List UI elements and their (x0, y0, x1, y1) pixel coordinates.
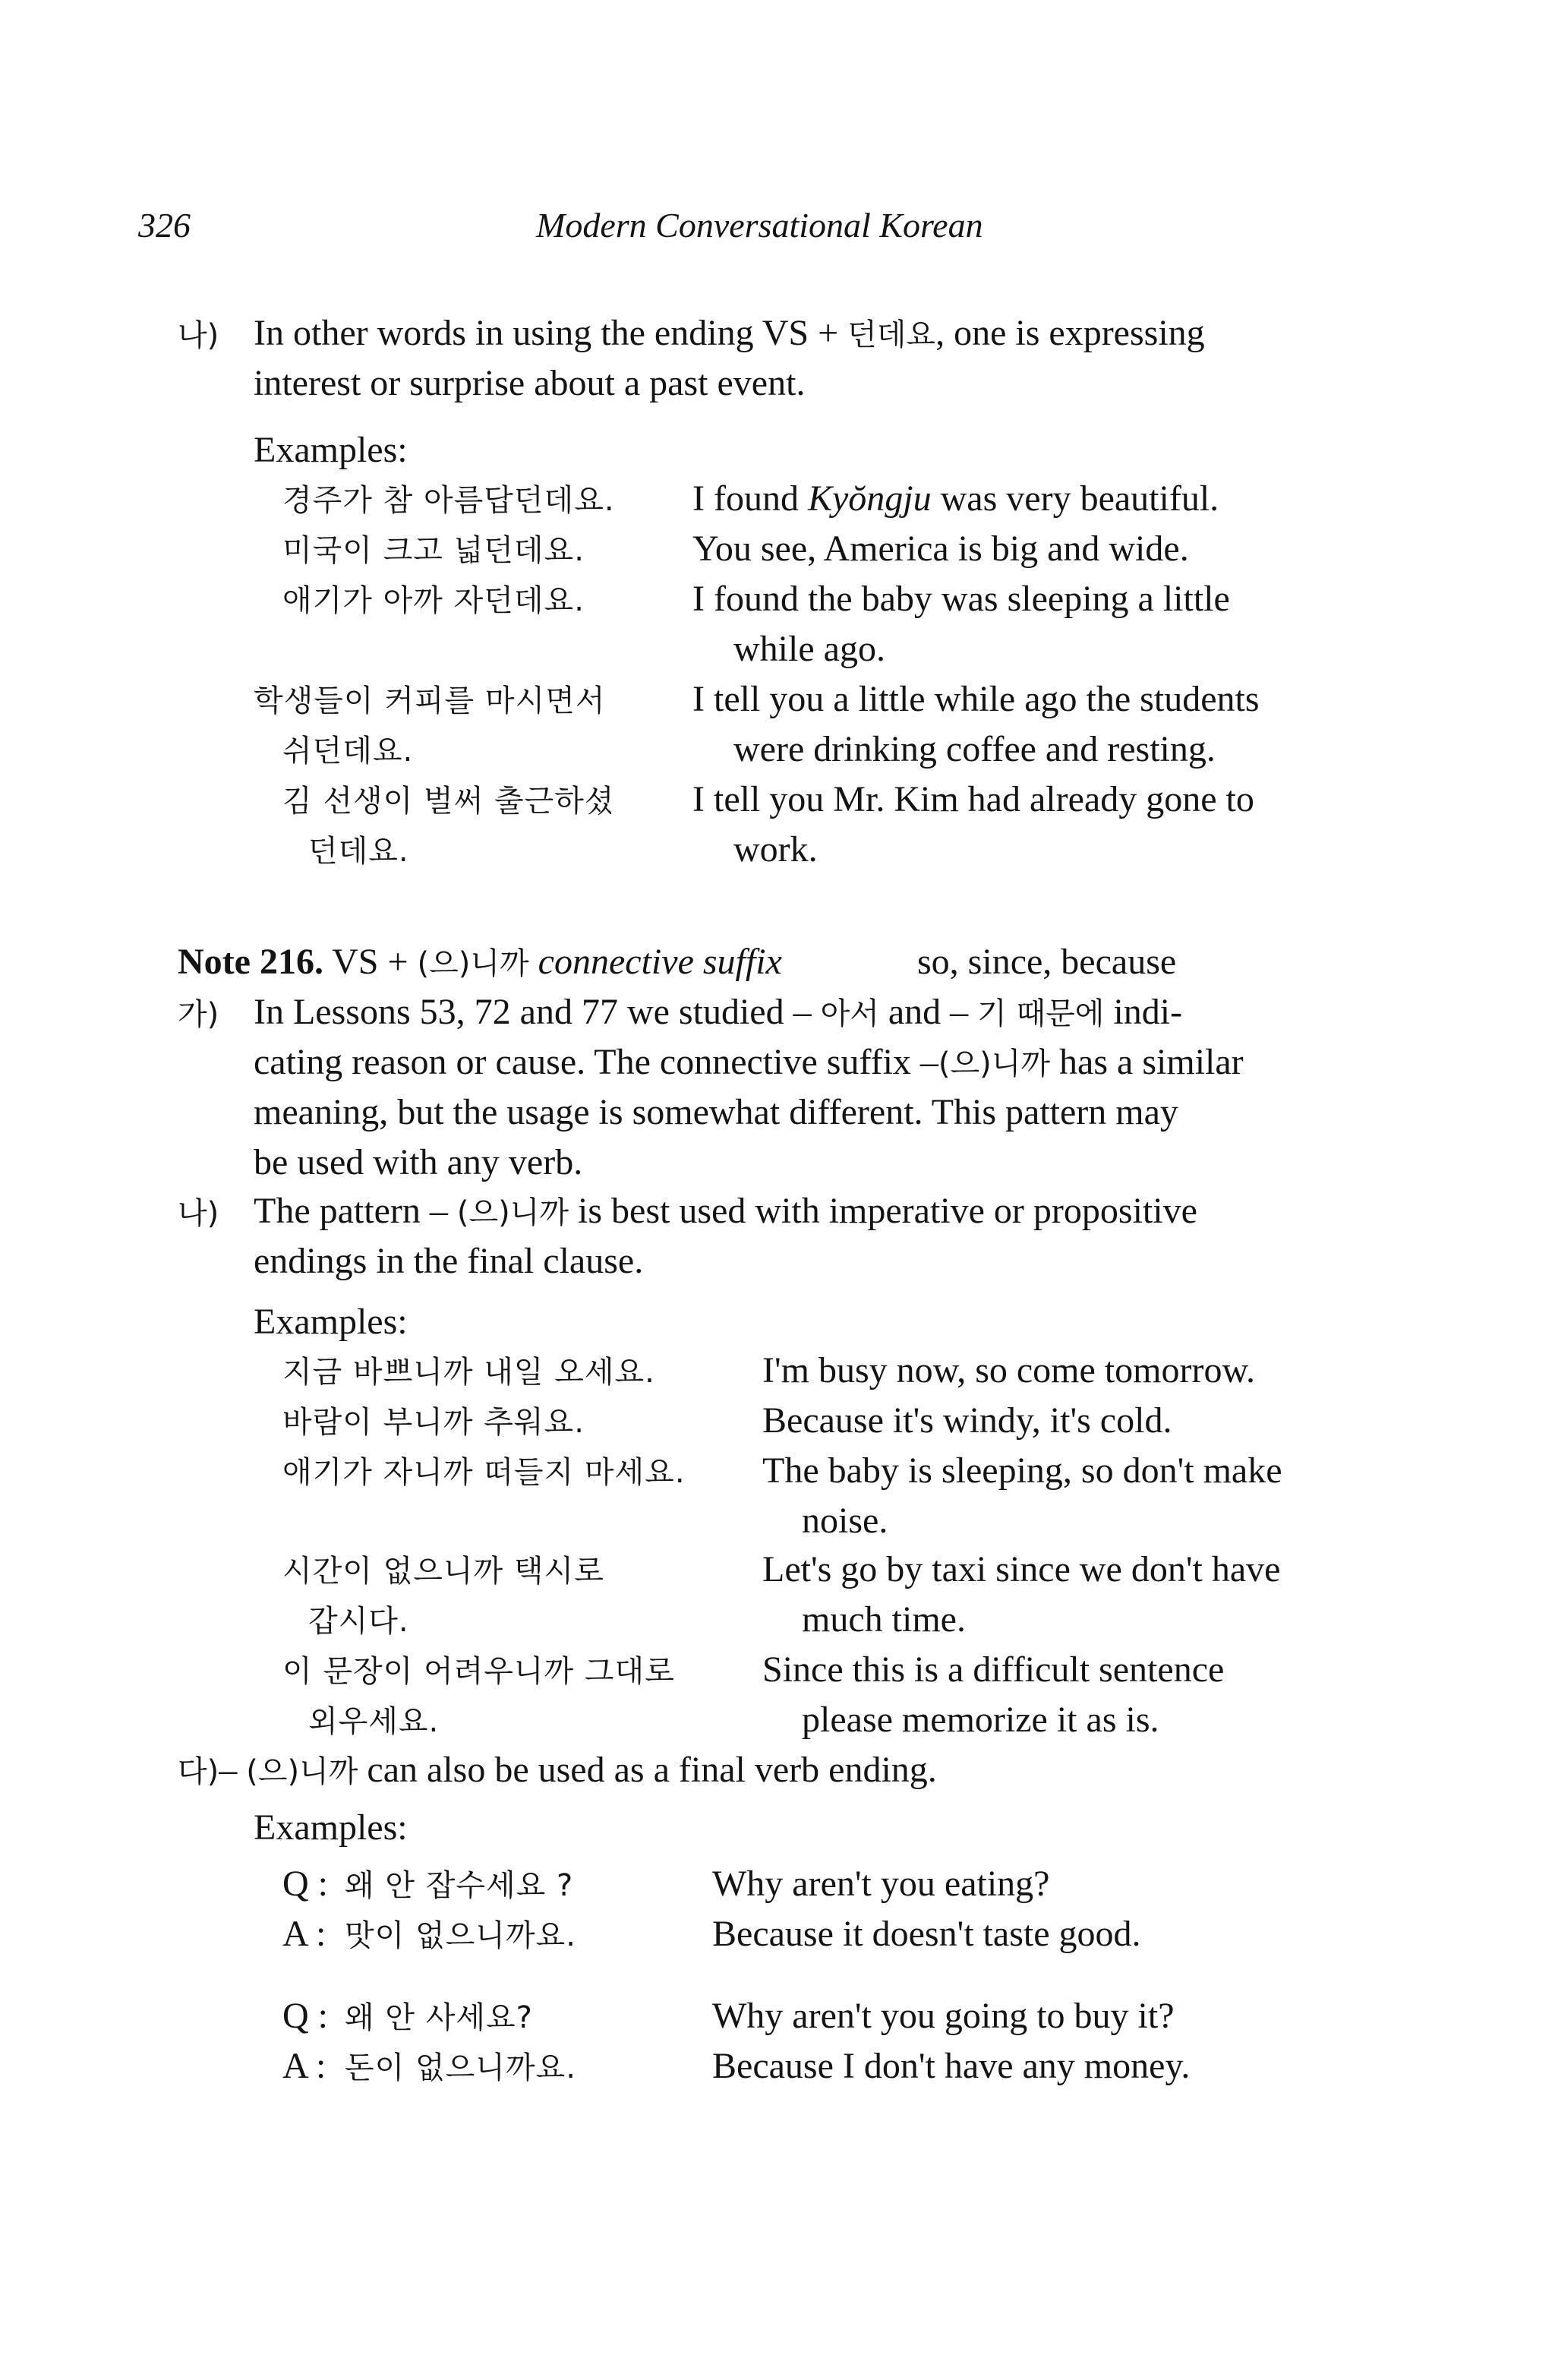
korean-ending: 기 때문에 (977, 996, 1105, 1031)
italic-span: connective suffix (538, 942, 782, 982)
text-span: is best used with imperative or propositive (578, 1191, 1197, 1231)
korean-ending: 던데요 (847, 317, 936, 352)
example-english: I found the baby was sleeping a little (692, 579, 1230, 619)
example-english: I tell you a little while ago the students (692, 679, 1260, 719)
text-span: indi- (1113, 992, 1183, 1032)
text-span: can also be used as a final verb ending. (367, 1750, 937, 1790)
text-span: In other words in using the ending VS + (254, 313, 839, 353)
paragraph-line (254, 1186, 1197, 1238)
example-english: You see, America is big and wide. (692, 529, 1189, 569)
dialog-a-label: A : (282, 1914, 326, 1954)
italic-span: Kyŏngju (807, 478, 932, 519)
korean-ending: (으)니까 (938, 1046, 1051, 1081)
text-span: has a similar (1059, 1042, 1244, 1082)
dialog-a-korean: 맛이 없으니까요. (345, 1918, 576, 1953)
example-english-cont: were drinking coffee and resting. (733, 729, 1216, 769)
example-korean-cont: 외우세요. (308, 1704, 440, 1739)
paragraph-line (254, 987, 1182, 1039)
examples-label: Examples: (254, 1302, 408, 1342)
korean-ending: (으)니까 (456, 1195, 569, 1230)
dialog-a-english: Because I don't have any money. (712, 2046, 1191, 2086)
example-english-cont: noise. (802, 1501, 888, 1541)
paragraph-line: interest or surprise about a past event. (254, 363, 806, 403)
paragraph-line (254, 308, 1205, 360)
example-korean: 지금 바쁘니까 내일 오세요. (282, 1355, 655, 1390)
text-span: and – (888, 992, 969, 1032)
text-span: , one is expressing (935, 313, 1205, 353)
text-span: – (219, 1750, 238, 1790)
example-english (692, 474, 1219, 524)
paragraph-line: be used with any verb. (254, 1142, 583, 1182)
section-marker-da: 다) (178, 1754, 219, 1789)
dialog-q-korean: 왜 안 사세요? (345, 2000, 533, 2035)
text-span: In Lessons 53, 72 and 77 we studied – (254, 992, 812, 1032)
paragraph-line (254, 1037, 1244, 1089)
example-korean: 학생들이 커피를 마시면서 (254, 683, 606, 718)
dialog-a-english: Because it doesn't taste good. (712, 1914, 1141, 1954)
page-number: 326 (138, 206, 191, 245)
examples-label: Examples: (254, 430, 408, 470)
korean-ending: (으)니까 (417, 946, 529, 981)
text-span: VS + (332, 942, 408, 982)
example-english: Let's go by taxi since we don't have (762, 1549, 1281, 1589)
example-korean: 경주가 참 아름답던데요. (282, 483, 615, 518)
dialog-q-label: Q : (282, 1996, 328, 2036)
examples-label: Examples: (254, 1807, 408, 1848)
example-english: I tell you Mr. Kim had already gone to (692, 779, 1254, 819)
dialog-a-korean: 돈이 없으니까요. (345, 2050, 576, 2085)
paragraph-line: meaning, but the usage is somewhat different. This pattern may (254, 1092, 1178, 1132)
dialog-q-english: Why aren't you eating? (712, 1864, 1050, 1904)
note-gloss: so, since, because (917, 942, 1177, 982)
example-korean-cont: 던데요. (308, 834, 409, 869)
example-korean: 애기가 자니까 떠들지 마세요. (282, 1455, 686, 1490)
example-korean: 이 문장이 어려우니까 그대로 (282, 1654, 675, 1689)
paragraph-line: endings in the final clause. (254, 1241, 644, 1281)
example-english-cont: work. (733, 829, 818, 870)
text-span: The pattern – (254, 1191, 448, 1231)
example-english: Because it's windy, it's cold. (762, 1400, 1172, 1441)
note-label: Note 216. (178, 942, 323, 982)
section-marker-na: 나) (178, 1196, 219, 1231)
note-heading (178, 937, 782, 989)
example-english: The baby is sleeping, so don't make (762, 1450, 1282, 1491)
section-marker-na: 나) (178, 318, 219, 353)
example-english-cont: while ago. (733, 629, 885, 669)
dialog-q-english: Why aren't you going to buy it? (712, 1996, 1175, 2036)
example-english-cont: much time. (802, 1599, 966, 1640)
korean-ending: (으)니까 (246, 1754, 358, 1789)
example-korean: 김 선생이 벌써 출근하셨 (282, 784, 615, 819)
example-english-cont: please memorize it as is. (802, 1700, 1159, 1740)
text-span: I found (692, 478, 808, 519)
text-span: cating reason or cause. The connective suffix – (254, 1042, 938, 1082)
dialog-q-korean: 왜 안 잡수세요 ? (345, 1868, 574, 1903)
paragraph-line (178, 1745, 937, 1797)
korean-ending: 아서 (820, 996, 879, 1031)
dialog-q-label: Q : (282, 1864, 328, 1904)
example-korean: 시간이 없으니까 택시로 (282, 1554, 604, 1589)
section-marker-ga: 가) (178, 997, 219, 1032)
example-korean: 미국이 크고 넓던데요. (282, 533, 585, 568)
example-english: Since this is a difficult sentence (762, 1649, 1225, 1690)
example-korean-cont: 쉬던데요. (282, 734, 414, 769)
text-span: was very beautiful. (931, 478, 1219, 519)
example-korean: 바람이 부니까 추워요. (282, 1405, 585, 1440)
example-korean: 애기가 아까 자던데요. (282, 583, 585, 618)
dialog-a-label: A : (282, 2046, 326, 2086)
example-korean-cont: 갑시다. (308, 1604, 409, 1639)
example-english: I'm busy now, so come tomorrow. (762, 1350, 1256, 1390)
running-title: Modern Conversational Korean (536, 206, 983, 245)
